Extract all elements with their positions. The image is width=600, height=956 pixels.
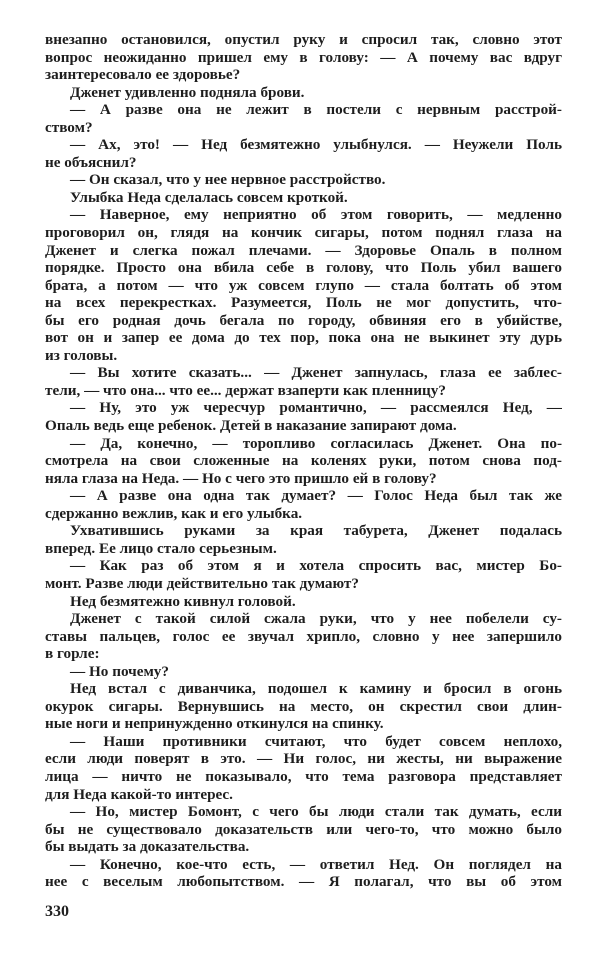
paragraph: [45, 733, 562, 803]
text-line: из головы.: [45, 346, 118, 364]
paragraph: [45, 663, 562, 681]
text-line: вперед. Ее лицо стало серьезным.: [45, 539, 277, 557]
paragraph: [45, 557, 562, 592]
paragraph: [45, 593, 562, 611]
text-line: — Наверное, ему неприятно об этом говорить, — медленно: [70, 206, 562, 224]
text-line: в горле:: [45, 645, 100, 663]
text-line: няла глаза на Неда. — Но с чего это пришло ей в голову?: [45, 469, 437, 487]
text-line: — Вы хотите сказать... — Дженет запнулась, глаза ее заблес-: [70, 364, 562, 382]
text-line: Нед безмятежно кивнул головой.: [70, 592, 296, 610]
text-line: Дженет с такой силой сжала руки, что у нее побелели су-: [70, 610, 562, 628]
paragraph: [45, 84, 562, 102]
paragraph: [45, 435, 562, 488]
text-line: Опаль ведь еще ребенок. Детей в наказание запирают дома.: [45, 417, 457, 435]
text-line: — Конечно, кое-что есть, — ответил Нед. Он поглядел на: [70, 855, 562, 873]
text-line: Дженет и слегка пожал плечами. — Здоровье Опаль в полном: [45, 241, 562, 259]
text-line: окурок сигары. Вернувшись на место, он скрестил свои длин-: [45, 697, 562, 715]
text-line: сдержанно вежлив, как и его улыбка.: [45, 504, 303, 522]
text-line: заинтересовало ее здоровье?: [45, 66, 241, 84]
text-line: нее с веселым любопытством. — Я полагал, что вы об этом: [45, 873, 562, 891]
paragraph: [45, 856, 562, 891]
paragraph: [45, 101, 562, 136]
text-line: лица — ничто не показывало, что тема разговора представляет: [45, 767, 562, 785]
text-line: смотрела на свои сложенные на коленях руки, потом снова под-: [45, 452, 562, 470]
paragraph: [45, 803, 562, 856]
paragraph: [45, 189, 562, 207]
text-line: бы не существовало доказательств или чего-то, что можно было: [45, 820, 562, 838]
text-line: — А разве она одна так думает? — Голос Неда был так же: [70, 487, 562, 505]
paragraph: [45, 522, 562, 557]
text-line: если люди поверят в это. — Ни голос, ни жесты, ни выражение: [45, 750, 562, 768]
text-line: — Да, конечно, — торопливо согласилась Дженет. Она по-: [70, 434, 562, 452]
paragraph: [45, 171, 562, 189]
paragraph: [45, 610, 562, 663]
text-line: вопрос неожиданно пришел ему в голову: — А почему вас вдруг: [45, 48, 562, 66]
text-line: — Но почему?: [70, 662, 169, 680]
text-line: — Ах, это! — Нед безмятежно улыбнулся. — Неужели Поль: [70, 136, 562, 154]
text-line: ставы пальцев, голос ее звучал хрипло, словно у нее запершило: [45, 627, 562, 645]
text-line: — Наши противники считают, что будет совсем неплохо,: [70, 732, 562, 750]
text-line: — Как раз об этом я и хотела спросить вас, мистер Бо-: [70, 557, 562, 575]
text-line: — Ну, это уж чересчур романтично, — рассмеялся Нед, —: [70, 399, 562, 417]
text-line: ством?: [45, 118, 93, 136]
page-body-text: [45, 31, 562, 891]
page-number: 330: [45, 903, 69, 920]
paragraph: [45, 206, 562, 364]
text-line: внезапно остановился, опустил руку и спросил так, словно этот: [45, 31, 562, 48]
text-line: порядке. Просто она вбила себе в голову, что Поль убил вашего: [45, 259, 562, 277]
text-line: тели, — что она... что ее... держат взаперти как пленницу?: [45, 381, 446, 399]
paragraph: [45, 136, 562, 171]
text-line: — Но, мистер Бомонт, с чего бы люди стали так думать, если: [70, 803, 562, 821]
paragraph: [45, 487, 562, 522]
text-line: на всех перекрестках. Разумеется, Поль не мог допустить, что-: [45, 294, 562, 312]
text-line: ные ноги и непринужденно откинулся на спинку.: [45, 715, 384, 733]
paragraph: [45, 680, 562, 733]
text-line: Дженет удивленно подняла брови.: [70, 83, 305, 101]
paragraph: [45, 31, 562, 84]
text-line: не объяснил?: [45, 153, 137, 171]
paragraph: [45, 399, 562, 434]
text-line: Улыбка Неда сделалась совсем кроткой.: [70, 188, 348, 206]
text-line: бы его родная дочь бегала по городу, обвиняя его в убийстве,: [45, 311, 562, 329]
text-line: Нед встал с диванчика, подошел к камину и бросил в огонь: [70, 680, 562, 698]
paragraph: [45, 364, 562, 399]
text-line: — Он сказал, что у нее нервное расстройство.: [70, 171, 386, 189]
text-line: бы выдать за доказательства.: [45, 838, 250, 856]
text-line: для Неда какой-то интерес.: [45, 785, 233, 803]
text-line: проговорил он, глядя на кончик сигары, потом поднял глаза на: [45, 224, 562, 242]
text-line: Ухватившись руками за края табурета, Дженет подалась: [70, 522, 562, 540]
text-line: брата, а потом — что уж совсем глупо — стала болтать об этом: [45, 276, 562, 294]
text-line: вот он и запер ее дома до тех пор, пока она не выкинет эту дурь: [45, 329, 562, 347]
text-line: монт. Разве люди действительно так думают?: [45, 574, 359, 592]
text-line: — А разве она не лежит в постели с нервным расстрой-: [70, 101, 562, 119]
